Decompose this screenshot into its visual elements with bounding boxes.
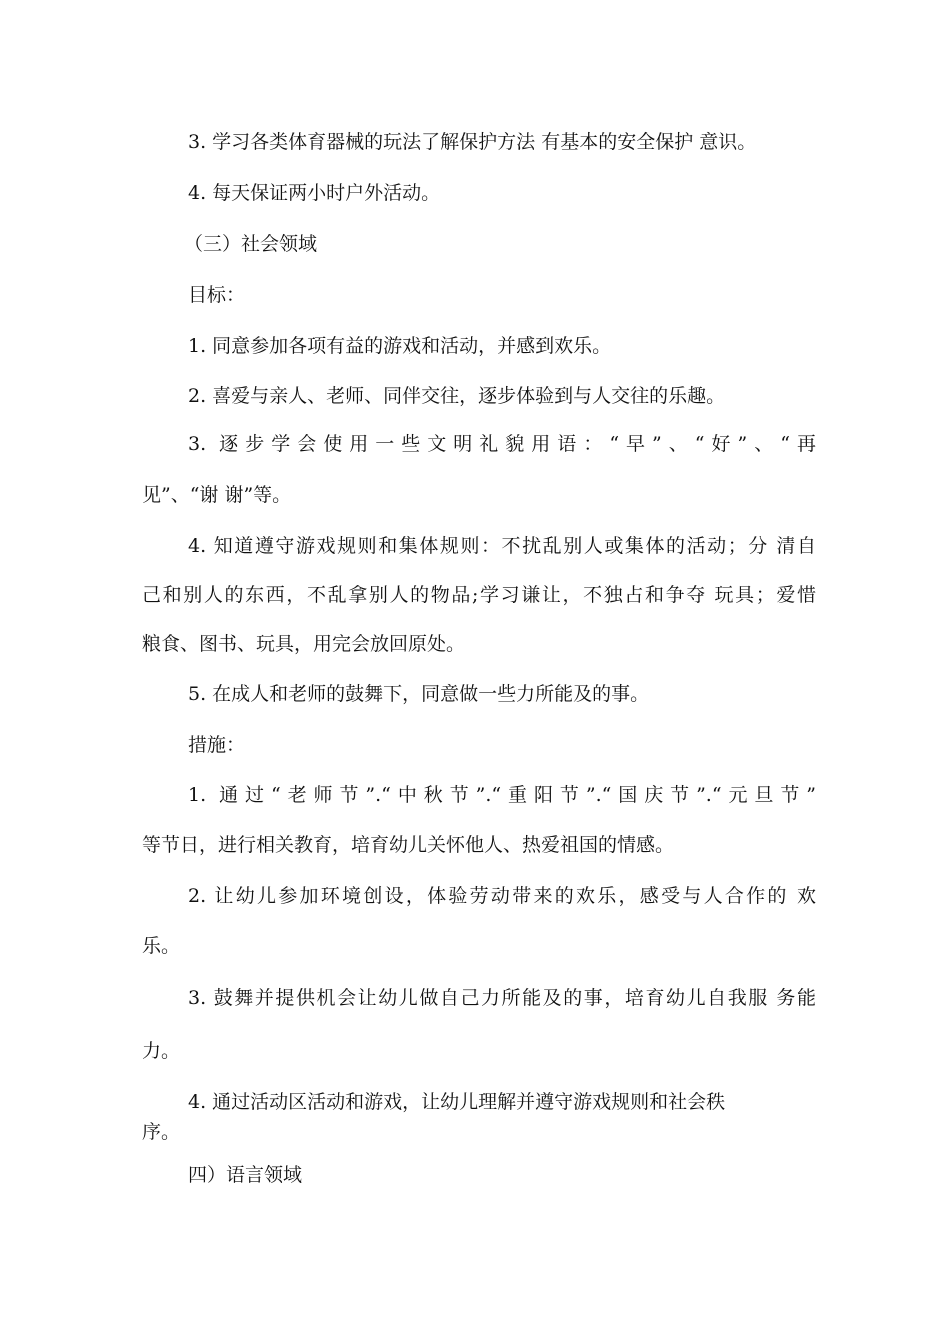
paragraph-line: 4. 通过活动区活动和游戏，让幼儿理解并遵守游戏规则和社会秩 [188,1091,726,1113]
paragraph-line: 序。 [142,1121,181,1143]
subheading-measures: 措施： [188,734,246,756]
paragraph-line: 等节日，进行相关教育，培育幼儿关怀他人、热爱祖国的情感。 [142,834,675,856]
paragraph-line: 见”、“谢 谢”等。 [142,484,292,506]
paragraph-line: 4. 知道遵守游戏规则和集体规则：不扰乱别人或集体的活动；分 清自 [188,535,816,557]
paragraph-line: 5. 在成人和老师的鼓舞下，同意做一些力所能及的事。 [188,683,650,705]
paragraph-line: 2. 喜爱与亲人、老师、同伴交往，逐步体验到与人交往的乐趣。 [188,385,726,407]
section-heading: 四）语言领域 [188,1164,303,1186]
paragraph-line: 粮食、图书、玩具，用完会放回原处。 [142,633,466,655]
section-heading: （三）社会领域 [184,233,318,255]
paragraph-line: 3. 逐步学会使用一些文明礼貌用语：“早”、“好”、“再 [188,433,816,455]
paragraph-line: 3. 学习各类体育器械的玩法了解保护方法 有基本的安全保护 意识。 [188,131,757,153]
paragraph-line: 乐。 [142,935,181,957]
paragraph-line: 4. 每天保证两小时户外活动。 [188,182,441,204]
paragraph-line: 3. 鼓舞并提供机会让幼儿做自己力所能及的事，培育幼儿自我服 务能 [188,987,816,1009]
paragraph-line: 1. 同意参加各项有益的游戏和活动，并感到欢乐。 [188,335,612,357]
subheading-goals: 目标： [188,284,246,306]
paragraph-line: 力。 [142,1040,181,1062]
paragraph-line: 1. 通过“老师节”.“中秋节”.“重阳节”.“国庆节”.“元旦节” [188,784,816,806]
paragraph-line: 己和别人的东西，不乱拿别人的物品;学习谦让，不独占和争夺 玩具；爱惜 [142,584,816,606]
paragraph-line: 2. 让幼儿参加环境创设，体验劳动带来的欢乐，感受与人合作的 欢 [188,885,816,907]
